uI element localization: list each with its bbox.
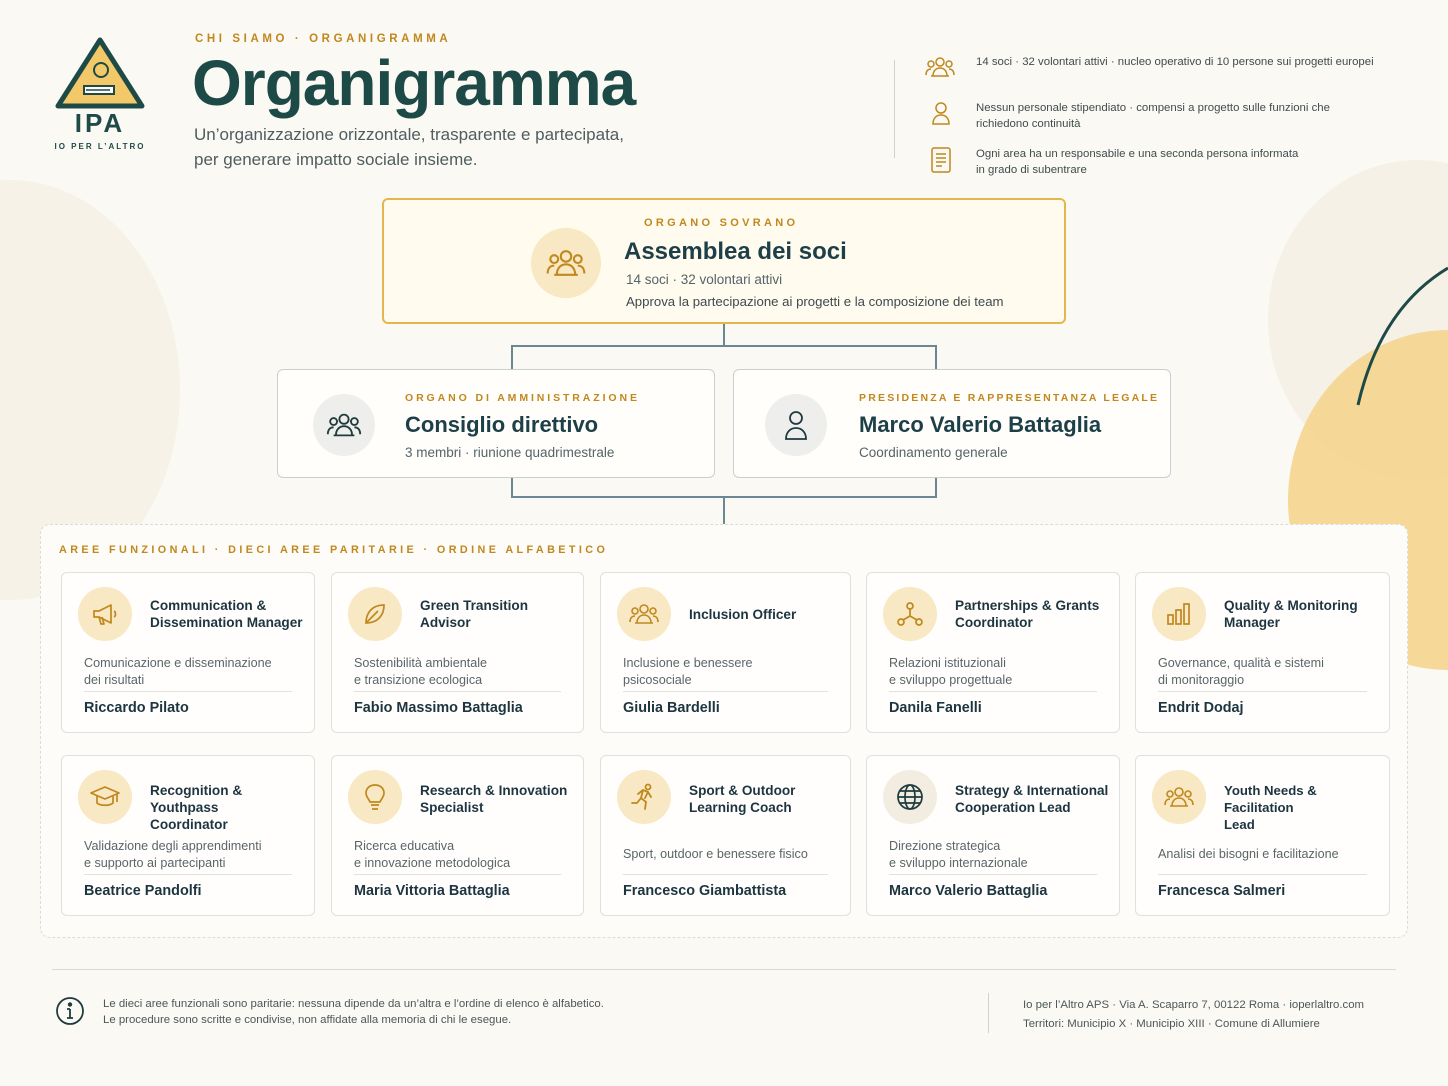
group-icon	[313, 394, 375, 456]
info-icon	[54, 995, 86, 1027]
card-divider	[354, 691, 561, 692]
area-responsible: Francesca Salmeri	[1158, 883, 1286, 899]
key-facts	[925, 54, 1395, 192]
area-description: Governance, qualità e sistemi di monitoraggio	[1158, 656, 1324, 687]
assembly-meta: 14 soci · 32 volontari attivi	[626, 272, 783, 287]
area-responsible: Beatrice Pandolfi	[84, 883, 202, 899]
fact-text	[976, 100, 1330, 132]
card-divider	[1158, 691, 1367, 692]
fact-line: in grado di subentrare	[976, 164, 1087, 176]
card-divider	[889, 691, 1097, 692]
area-responsible: Francesco Giambattista	[623, 883, 787, 899]
card-divider	[354, 874, 561, 875]
card-divider	[84, 691, 292, 692]
area-title: Youth Needs & Facilitation Lead	[1224, 783, 1317, 832]
runner-icon	[617, 770, 671, 824]
president-name: Marco Valerio Battaglia	[859, 412, 1102, 437]
fact-item	[925, 100, 1395, 132]
page-title: Organigramma	[192, 47, 636, 119]
area-description: Sostenibilità ambientale e transizione ecologica	[354, 656, 488, 687]
area-card-communication	[61, 572, 315, 733]
group-icon	[531, 228, 601, 298]
globe-icon	[883, 770, 937, 824]
area-title: Quality & Monitoring Manager	[1224, 598, 1358, 630]
footer-territories: Territori: Municipio X · Municipio XIII · Comune di Allumiere	[1023, 1018, 1320, 1030]
logo	[48, 34, 156, 154]
area-title: Inclusion Officer	[689, 607, 797, 622]
connector-line	[723, 324, 725, 346]
area-responsible: Fabio Massimo Battaglia	[354, 700, 523, 716]
bar-chart-icon	[1152, 587, 1206, 641]
leaf-icon	[348, 587, 402, 641]
area-description: Inclusione e benessere psicosociale	[623, 656, 753, 687]
document-icon	[925, 146, 959, 176]
logo-triangle-icon	[48, 34, 152, 114]
board-box	[277, 369, 715, 478]
area-responsible: Danila Fanelli	[889, 700, 982, 716]
lightbulb-icon	[348, 770, 402, 824]
group-icon	[925, 54, 959, 84]
area-responsible: Riccardo Pilato	[84, 700, 189, 716]
header-divider	[894, 60, 895, 158]
background-arc	[1348, 260, 1448, 410]
page-kicker: CHI SIAMO · ORGANIGRAMMA	[195, 33, 452, 45]
area-title: Partnerships & Grants Coordinator	[955, 598, 1100, 630]
area-description: Direzione strategica e sviluppo internazionale	[889, 839, 1028, 870]
card-divider	[84, 874, 292, 875]
area-title: Recognition & Youthpass Coordinator	[150, 783, 243, 832]
assembly-label: ORGANO SOVRANO	[644, 217, 799, 229]
megaphone-icon	[78, 587, 132, 641]
area-description: Analisi dei bisogni e facilitazione	[1158, 847, 1339, 861]
person-icon	[765, 394, 827, 456]
area-description: Ricerca educativa e innovazione metodologica	[354, 839, 511, 870]
area-card-research	[331, 755, 584, 916]
president-label: PRESIDENZA E RAPPRESENTANZA LEGALE	[859, 392, 1160, 404]
fact-item	[925, 146, 1395, 178]
area-card-green-transition	[331, 572, 584, 733]
fact-text	[976, 54, 1374, 70]
footer-contacts	[1023, 996, 1364, 1034]
footer-vertical-divider	[988, 993, 989, 1033]
card-divider	[623, 874, 828, 875]
connector-line	[511, 345, 937, 347]
area-description: Comunicazione e disseminazione dei risultati	[84, 656, 272, 687]
area-title: Research & Innovation Specialist	[420, 783, 568, 815]
area-card-inclusion	[600, 572, 851, 733]
area-card-youth-needs	[1135, 755, 1390, 916]
area-card-quality	[1135, 572, 1390, 733]
connector-line	[935, 477, 937, 497]
fact-line: Nessun personale stipendiato · compensi a progetto sulle funzioni che	[976, 102, 1330, 114]
logo-text: IPA	[74, 108, 126, 138]
person-icon	[925, 100, 959, 130]
subtitle-line-1: Un’organizzazione orizzontale, trasparente e partecipata,	[194, 125, 624, 144]
page-subtitle	[194, 122, 714, 172]
president-box	[733, 369, 1171, 478]
footer-note	[103, 996, 604, 1028]
footer-note-line: Le dieci aree funzionali sono paritarie: nessuna dipende da un’altra e l’ordine di elenco è alfabetico.	[103, 998, 604, 1010]
assembly-description: Approva la partecipazione ai progetti e la composizione dei team	[626, 294, 1004, 309]
board-title: Consiglio direttivo	[405, 412, 599, 437]
connector-line	[935, 345, 937, 369]
footer-divider	[52, 969, 1396, 970]
assembly-title: Assemblea dei soci	[624, 238, 847, 265]
graduation-cap-icon	[78, 770, 132, 824]
logo-subtitle: IO PER L’ALTRO	[54, 142, 146, 151]
area-card-strategy	[866, 755, 1120, 916]
area-responsible: Giulia Bardelli	[623, 700, 720, 716]
footer-note-line: Le procedure sono scritte e condivise, non affidate alla memoria di chi le esegue.	[103, 1014, 512, 1026]
area-card-sport	[600, 755, 851, 916]
area-description: Relazioni istituzionali e sviluppo progettuale	[889, 656, 1013, 687]
area-card-recognition	[61, 755, 315, 916]
network-icon	[883, 587, 937, 641]
fact-line: Ogni area ha un responsabile e una seconda persona informata	[976, 148, 1299, 160]
area-responsible: Maria Vittoria Battaglia	[354, 883, 510, 899]
area-responsible: Marco Valerio Battaglia	[889, 883, 1048, 899]
fact-text	[976, 146, 1298, 178]
area-title: Communication & Dissemination Manager	[150, 598, 303, 630]
card-divider	[623, 691, 828, 692]
area-description: Sport, outdoor e benessere fisico	[623, 847, 808, 861]
connector-line	[723, 496, 725, 524]
board-meta: 3 membri · riunione quadrimestrale	[405, 445, 615, 460]
area-card-partnerships	[866, 572, 1120, 733]
area-title: Sport & Outdoor Learning Coach	[689, 783, 796, 815]
area-title: Green Transition Advisor	[420, 598, 529, 630]
connector-line	[511, 345, 513, 369]
fact-line: richiedono continuità	[976, 118, 1081, 130]
group-icon	[1152, 770, 1206, 824]
area-title: Strategy & International Cooperation Lead	[955, 783, 1109, 815]
assembly-box	[382, 198, 1066, 324]
area-responsible: Endrit Dodaj	[1158, 700, 1244, 716]
board-label: ORGANO DI AMMINISTRAZIONE	[405, 392, 640, 404]
connector-line	[511, 477, 513, 497]
footer-address: Io per l’Altro APS · Via A. Scaparro 7, 00122 Roma · ioperlaltro.com	[1023, 999, 1365, 1011]
areas-label: AREE FUNZIONALI · DIECI AREE PARITARIE · ORDINE ALFABETICO	[59, 544, 609, 556]
president-meta: Coordinamento generale	[859, 445, 1008, 460]
fact-line: 14 soci · 32 volontari attivi · nucleo operativo di 10 persone sui progetti europei	[976, 56, 1374, 68]
group-icon	[617, 587, 671, 641]
card-divider	[1158, 874, 1367, 875]
subtitle-line-2: per generare impatto sociale insieme.	[194, 150, 478, 169]
fact-item	[925, 54, 1395, 86]
card-divider	[889, 874, 1097, 875]
area-description: Validazione degli apprendimenti e supporto ai partecipanti	[84, 839, 262, 870]
